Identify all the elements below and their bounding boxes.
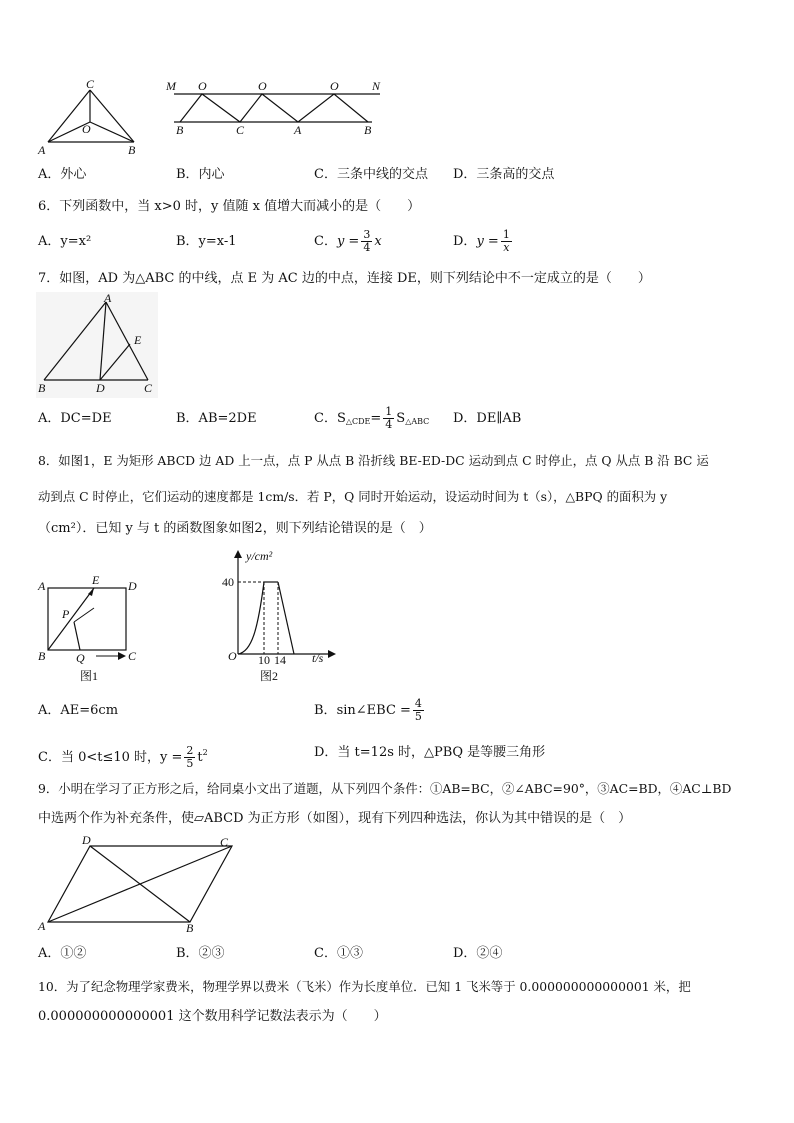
q7-option-c-sub2: △ABC [405, 417, 430, 426]
q5-label-n: N [372, 79, 381, 93]
q6-option-d-num: 1 [502, 228, 510, 241]
q5-option-b: B．内心 [176, 167, 225, 182]
q6-option-b: B．y=x-1 [176, 234, 237, 249]
q6-option-a: A．y=x² [38, 234, 92, 249]
q5-label-c: C [236, 123, 245, 137]
q8-line-3: （cm²）．已知 y 与 t 的函数图象如图2，则下列结论错误的是（ ） [38, 521, 432, 536]
q7-option-c-den: 4 [385, 418, 393, 431]
q8-f2-x14: 14 [274, 653, 286, 667]
q6-option-d-den: x [503, 241, 510, 254]
q8-f2-ylabel: y/cm² [246, 549, 273, 563]
q5-zigzag-figure [162, 76, 392, 140]
q7-option-c-fraction [383, 406, 394, 431]
q5-option-d: D．三条高的交点 [453, 167, 555, 182]
q10-line-2: 0.000000000000001 这个数用科学记数法表示为（ ） [38, 1009, 387, 1024]
q6-option-c-den: 4 [363, 241, 371, 254]
q9-label-b: B [186, 921, 194, 934]
q9-option-d: D．②④ [453, 946, 503, 961]
q5-label-m: M [166, 79, 176, 93]
q8-f1-label-d: D [128, 579, 137, 593]
q7-label-b: B [38, 381, 46, 395]
q6-option-d-prefix: D． [453, 234, 477, 249]
q6-option-d-fraction [501, 229, 512, 254]
q8-f2-origin: O [228, 649, 237, 663]
q7-stem: 7．如图，AD 为△ABC 的中线，点 E 为 AC 边的中点，连接 DE，则下列结论中不一定成立的是（ ） [38, 271, 651, 286]
q6-option-c-prefix: C． [314, 234, 337, 249]
q7-label-d: D [96, 381, 105, 395]
q8-figure-1 [36, 574, 146, 686]
q8-option-b [314, 695, 426, 727]
q8-option-c-fraction [184, 745, 195, 770]
q5-label-o3: O [330, 79, 339, 93]
q6-option-c-var: x [374, 234, 382, 249]
q5-triangle-figure [36, 78, 146, 160]
q8-option-c [38, 737, 208, 774]
q8-f2-caption: 图2 [260, 669, 279, 683]
q6-stem: 6．下列函数中，当 x>0 时，y 值随 x 值增大而减小的是（ ） [38, 199, 421, 214]
q9-option-a: A．①② [38, 946, 87, 961]
q8-option-b-prefix: B． [314, 703, 337, 718]
q8-line-1: 8．如图1，E 为矩形 ABCD 边 AD 上一点，点 P 从点 B 沿折线 BE-ED-DC 运动到点 C 时停止，点 Q 从点 B 沿 BC 运 [38, 453, 709, 468]
q6-option-c-num: 3 [363, 228, 371, 241]
q8-f2-y40: 40 [222, 575, 234, 589]
q8-figure-2 [220, 548, 340, 684]
q5-option-a: A．外心 [38, 167, 87, 182]
q8-f1-label-e: E [92, 574, 100, 587]
q5-label-b: B [128, 143, 136, 157]
q6-option-d-lhs: y = [476, 234, 499, 249]
q7-label-c: C [144, 381, 153, 395]
q5-label-c: C [86, 78, 95, 91]
q7-figure [36, 292, 158, 398]
q7-option-a: A．DC=DE [38, 411, 112, 426]
q5-label-o1: O [198, 79, 207, 93]
q6-option-c [314, 227, 382, 257]
q8-f1-caption: 图1 [80, 669, 99, 683]
q7-option-c-prefix: C．S [314, 411, 346, 426]
q5-label-b1: B [176, 123, 184, 137]
q8-option-c-num: 2 [186, 744, 194, 757]
q8-option-b-den: 5 [414, 710, 422, 723]
q7-option-c-eq: = [370, 411, 382, 426]
q5-label-o2: O [258, 79, 267, 93]
q5-label-a: A [38, 143, 46, 157]
q8-option-c-den: 5 [186, 757, 194, 770]
q8-option-a: A．AE=6cm [38, 703, 119, 718]
q8-option-b-num: 4 [414, 697, 422, 710]
q6-option-c-lhs: y = [336, 234, 360, 249]
q9-label-a: A [38, 919, 46, 933]
q9-label-d: D [82, 834, 91, 847]
q8-f2-xlabel: t/s [312, 651, 324, 665]
q7-label-e: E [134, 333, 142, 347]
q7-label-a: A [104, 292, 112, 305]
q5-label-a: A [294, 123, 302, 137]
q6-option-d [453, 227, 514, 257]
q8-line-2: 动到点 C 时停止，它们运动的速度都是 1cm/s．若 P，Q 同时开始运动，设运动时间为 t（s），△BPQ 的面积为 y [38, 489, 668, 504]
q7-option-c [314, 403, 429, 438]
q9-option-c: C．①③ [314, 946, 363, 961]
q8-option-c-lhs: y = [160, 750, 183, 765]
q8-option-b-fraction [413, 698, 424, 723]
q7-option-c-num: 1 [385, 405, 393, 418]
q9-line-2: 中选两个作为补充条件，使▱ABCD 为正方形（如图），现有下列四种选法，你认为其中错误的是（ ） [38, 811, 632, 826]
q6-option-c-fraction [361, 229, 372, 254]
q8-f2-x10: 10 [258, 653, 270, 667]
q5-option-c: C．三条中线的交点 [314, 167, 428, 182]
q8-f1-label-p: P [62, 607, 70, 621]
q8-option-c-sup: 2 [202, 748, 208, 757]
q9-option-b: B．②③ [176, 946, 225, 961]
q8-f1-label-q: Q [76, 651, 85, 665]
q7-option-d: D．DE∥AB [453, 411, 522, 426]
q8-f1-label-a: A [38, 579, 46, 593]
q8-f1-label-c: C [128, 649, 137, 663]
q8-option-c-t: t [197, 750, 203, 765]
q7-option-c-sub1: △CDE [345, 417, 371, 426]
q9-label-c: C [220, 835, 229, 849]
q10-line-1: 10．为了纪念物理学家费米，物理学界以费米（飞米）作为长度单位．已知 1 飞米等于 0.000000000000001 米，把 [38, 979, 691, 994]
q8-option-c-prefix: C．当 0<t≤10 时， [38, 750, 161, 765]
q8-option-b-lhs: sin∠EBC = [336, 703, 411, 718]
q5-label-o: O [82, 122, 91, 136]
q8-option-d: D．当 t=12s 时，△PBQ 是等腰三角形 [314, 745, 546, 760]
q9-line-1: 9．小明在学习了正方形之后，给同桌小文出了道题，从下列四个条件：①AB=BC，②∠ABC=90°，③AC=BD，④AC⊥BD [38, 781, 732, 796]
q7-option-b: B．AB=2DE [176, 411, 257, 426]
q8-f1-label-b: B [38, 649, 46, 663]
q9-parallelogram-figure [36, 834, 246, 934]
q5-label-b2: B [364, 123, 372, 137]
q7-option-c-s2: S [396, 411, 406, 426]
